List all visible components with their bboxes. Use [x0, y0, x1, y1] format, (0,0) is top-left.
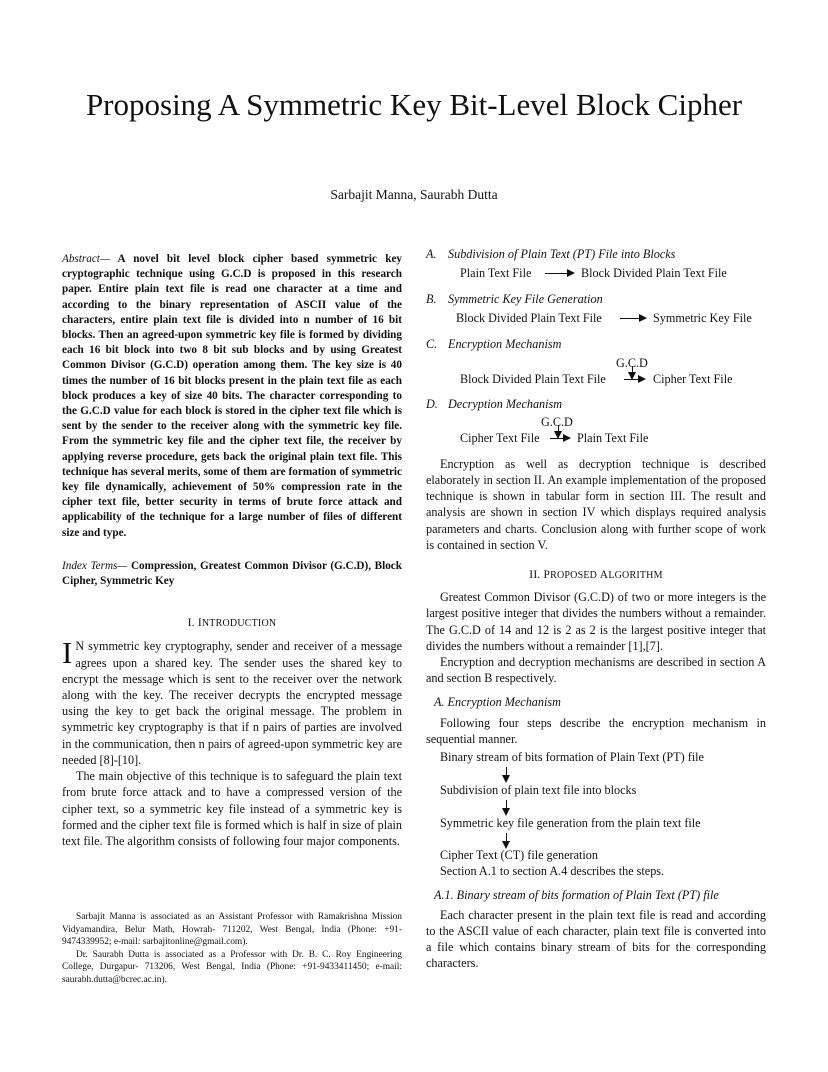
flow-a-from: Plain Text File — [460, 266, 532, 281]
abstract-lead: Abstract— — [62, 253, 110, 265]
component-a-title: Subdivision of Plain Text (PT) File into Blocks — [448, 247, 676, 261]
section-number: I. — [187, 617, 198, 630]
index-terms-text: Compression, Greatest Common Divisor (G.C.D), Block Cipher, Symmetric Key — [62, 559, 402, 588]
right-arrow-icon — [624, 379, 644, 380]
flow-d-from: Cipher Text File — [460, 430, 540, 445]
flow-b — [426, 310, 766, 328]
component-d-letter: D. — [426, 396, 438, 411]
flow-c-op-label: G.C.D — [616, 355, 648, 370]
component-a-letter: A. — [426, 247, 437, 261]
section-heading-initial: P — [543, 569, 551, 582]
footnotes — [62, 911, 402, 986]
flow-a-to: Block Divided Plain Text File — [581, 266, 727, 281]
overview-paragraph: Encryption as well as decryption technique is described elaborately in section II. An example implementation of the proposed technique is shown in tabular form in section III. The result and analysis are shown in section IV which displays required analysis parameters and charts. Conclusion along with further scope of work is contained in section V. — [426, 456, 766, 552]
section-number: II. — [529, 569, 544, 582]
intro-paragraph-2: The main objective of this technique is to safeguard the plain text from brute force attack and to have a compressed version of the cipher text, so a symmetric key file instead of a symmetric key is formed and the cipher text file is formed which is half in size of plain text file. The algorithm consists of following four major components. — [62, 769, 402, 848]
encryption-steps — [426, 747, 766, 847]
section-heading-initial: A — [599, 569, 609, 582]
down-arrow-icon — [506, 833, 507, 847]
index-terms-lead: Index Terms— — [62, 559, 128, 572]
flow-d-operator — [426, 414, 766, 430]
flow-c-operator — [426, 355, 766, 371]
a1-heading: A.1. Binary stream of bits formation of Plain Text (PT) file — [434, 888, 719, 903]
encryption-intro: Following four steps describe the encryption mechanism in sequential manner. — [426, 715, 766, 746]
flow-c — [426, 371, 766, 389]
drop-cap: I — [62, 635, 73, 671]
encryption-step-3: Symmetric key file generation from the plain text file — [440, 816, 701, 831]
footnote-author-1: Sarbajit Manna is associated as an Assistant Professor with Ramakrishna Mission Vidyamandira, Belur Math, Howrah- 711202, West Bengal, India (Phone: +91-9474339952; e-mail: sarbajitonline@gmail.com). — [62, 912, 402, 947]
encryption-steps-note: Section A.1 to section A.4 describes the steps. — [440, 864, 665, 879]
component-c-heading — [426, 336, 766, 352]
component-d-heading — [426, 396, 766, 412]
section-heading-rest: LGORITHM — [608, 570, 663, 582]
gcd-paragraph: Greatest Common Divisor (G.C.D) of two or more integers is the largest positive integer that divides the numbers without a remainder. The G.C.D of 14 and 12 is 2 as 2 is the largest positive integer that divides the numbers without a remainder [1],[7]. — [426, 590, 766, 653]
flow-d — [426, 430, 766, 448]
flow-b-to: Symmetric Key File — [653, 311, 752, 326]
component-a-heading — [426, 246, 766, 262]
section-heading-initial: I — [197, 617, 202, 630]
abstract-text: A novel bit level block cipher based symmetric key cryptographic technique using G.C.D is proposed in this research paper. Entire plain text file is read one character at a time and according to the binary representation of ASCII value of the characters, entire plain text file is divided into n number of 16 bit blocks. Then an agreed-upon symmetric key file is formed by dividing each 16 bit block into two 8 bit sub blocks and by using Greatest Common Divisor (G.C.D) operation among them. The key size is 40 times the number of 16 bit blocks present in the plain text file as each block produces a key of size 40 bits. The character corresponding to the G.C.D value for each block is stored in the cipher text file which is sent by the sender to the receiver along with the symmetric key file. From the symmetric key file and the cipher text file, the receiver by applying reverse procedure, gets back the original plain text file. This technique has several merits, some of them are formation of symmetric key file dynamically, achievement of 50% compression rate in the cipher text file, better security in terms of brute force attack and applicability of the technique for a large number of files of different size and type. — [62, 253, 402, 539]
section-heading-rest: ROPOSED — [550, 570, 600, 582]
flow-c-from: Block Divided Plain Text File — [460, 371, 606, 386]
component-d-title: Decryption Mechanism — [448, 396, 563, 411]
flow-c-to: Cipher Text File — [653, 371, 733, 386]
encryption-step-4: Cipher Text (CT) file generation — [440, 848, 598, 863]
intro-paragraph-1-text: N symmetric key cryptography, sender and receiver of a message agrees upon a shared key. The sender uses the shared key to encrypt the message which is sent to the receiver over the network along with the key. The receiver decrypts the encrypted message using the key to get back the original message. The problem in symmetric key cryptography is that if n pairs of parties are involved in the communication, then n pairs of agreed-upon symmetric key are needed [8]-[10]. — [62, 639, 402, 767]
index-terms — [62, 559, 402, 589]
section-heading-proposed-algorithm — [426, 567, 766, 584]
section-heading-introduction — [62, 615, 402, 632]
component-b-title: Symmetric Key File Generation — [448, 292, 603, 307]
component-b-letter: B. — [426, 292, 437, 307]
component-c-letter: C. — [426, 337, 438, 352]
footnote-author-2: Dr. Saurabh Dutta is associated as a Professor with Dr. B. C. Roy Engineering College, Durgapur- 713206, West Bengal, India (Phone: +91-9433411450; e-mail: saurabh.dutta@bcrec.ac.in). — [62, 949, 402, 985]
flow-b-from: Block Divided Plain Text File — [456, 311, 602, 326]
right-column — [426, 246, 766, 971]
section-heading-rest: NTRODUCTION — [201, 618, 277, 630]
flow-d-op-label: G.C.D — [541, 414, 573, 429]
down-arrow-icon — [506, 800, 507, 814]
paper-authors: Sarbajit Manna, Saurabh Dutta — [330, 187, 498, 202]
paper-title: Proposing A Symmetric Key Bit-Level Block Cipher — [85, 87, 743, 122]
component-b-heading — [426, 291, 766, 307]
intro-paragraph-1 — [62, 635, 402, 768]
component-c-title: Encryption Mechanism — [448, 337, 562, 352]
abstract — [62, 252, 402, 541]
encryption-step-1: Binary stream of bits formation of Plain Text (PT) file — [440, 750, 704, 765]
left-column — [62, 252, 402, 849]
down-arrow-icon — [632, 366, 633, 378]
a1-paragraph: Each character present in the plain text file is read and according to the ASCII value of each character, plain text file is converted into a file which contains binary stream of bits for the corresponding characters. — [426, 907, 766, 971]
encryption-step-2: Subdivision of plain text file into blocks — [440, 783, 637, 798]
down-arrow-icon — [506, 767, 507, 781]
down-arrow-icon — [558, 425, 559, 437]
right-arrow-icon — [620, 318, 645, 319]
flow-d-to: Plain Text File — [577, 430, 649, 445]
right-arrow-icon — [550, 438, 569, 439]
mechanisms-paragraph: Encryption and decryption mechanisms are described in section A and section B respectively. — [426, 655, 766, 686]
flow-a — [426, 265, 766, 283]
right-arrow-icon — [545, 273, 573, 274]
encryption-heading: A. Encryption Mechanism — [434, 695, 561, 710]
